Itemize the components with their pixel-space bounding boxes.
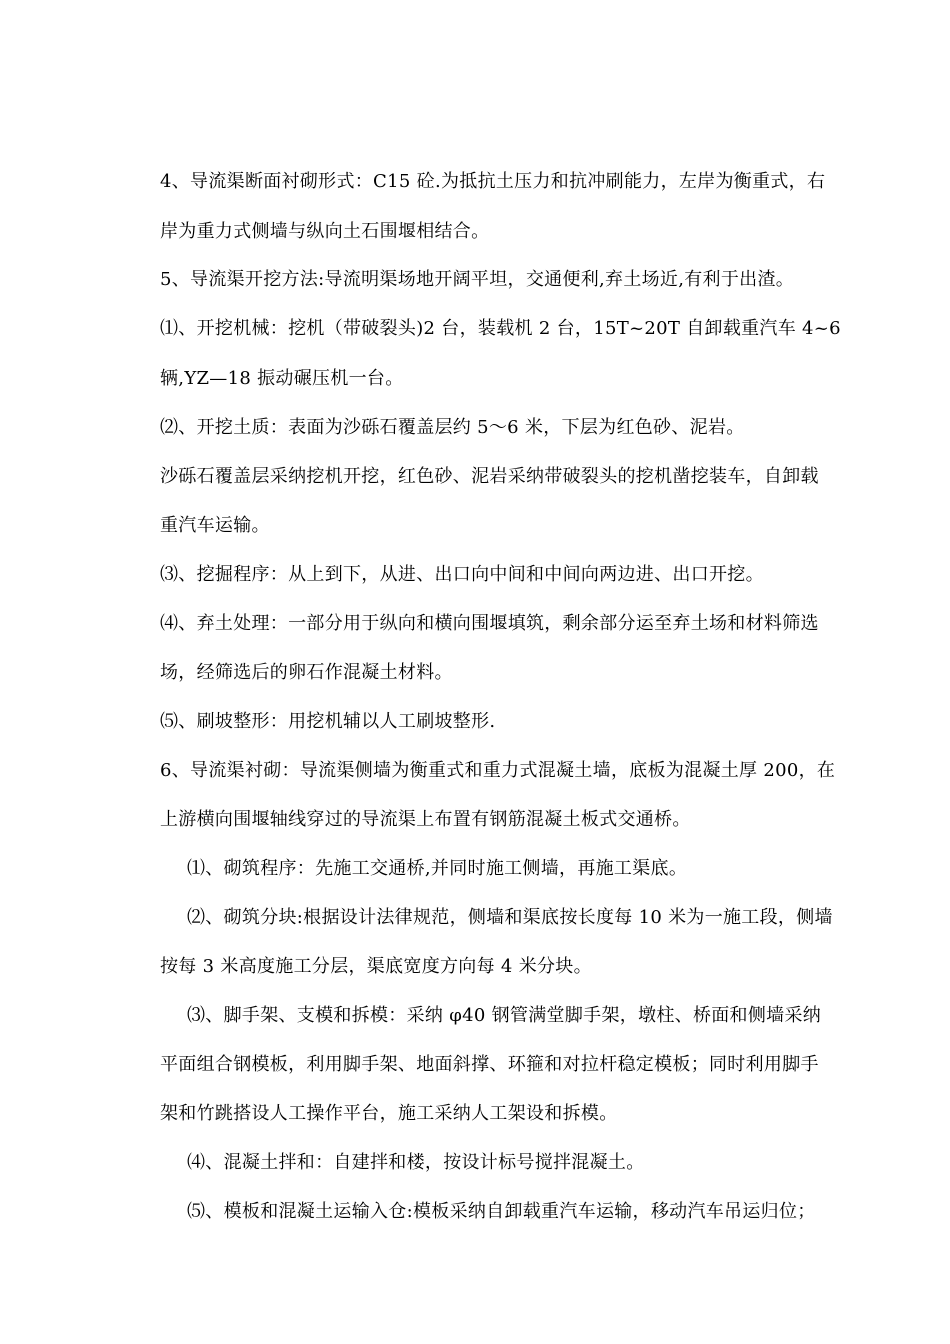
paragraph-line: 上游横向围堰轴线穿过的导流渠上布置有钢筋混凝土板式交通桥。 xyxy=(160,809,691,830)
paragraph-line: 平面组合钢模板，利用脚手架、地面斜撑、环箍和对拉杆稳定模板；同时利用脚手 xyxy=(160,1054,819,1075)
list-item-masonry-blocks: ⑵、砌筑分块:根据设计法律规范，侧墙和渠底按长度每 10 米为一施工段，侧墙 xyxy=(187,907,833,928)
section-5-heading: 5、导流渠开挖方法:导流明渠场地开阔平坦，交通便利,弃土场近,有利于出渣。 xyxy=(160,269,795,290)
list-item-concrete-mixing: ⑷、混凝土拌和：自建拌和楼，按设计标号搅拌混凝土。 xyxy=(187,1152,645,1173)
list-item-spoil-handling: ⑷、弃土处理：一部分用于纵向和横向围堰填筑，剩余部分运至弃土场和材料筛选 xyxy=(160,613,819,634)
section-4-heading: 4、导流渠断面衬砌形式：C15 砼.为抵抗土压力和抗冲刷能力，左岸为衡重式，右 xyxy=(160,171,826,192)
paragraph-line: 岸为重力式侧墙与纵向土石围堰相结合。 xyxy=(160,221,490,242)
list-item-excavation-sequence: ⑶、挖掘程序：从上到下，从进、出口向中间和中间向两边进、出口开挖。 xyxy=(160,564,764,585)
paragraph-line: 按每 3 米高度施工分层，渠底宽度方向每 4 米分块。 xyxy=(160,956,592,977)
list-item-excavation-machinery: ⑴、开挖机械：挖机（带破裂头)2 台，装载机 2 台，15T~20T 自卸载重汽车 4~6 xyxy=(160,318,841,339)
list-item-masonry-sequence: ⑴、砌筑程序：先施工交通桥,并同时施工侧墙，再施工渠底。 xyxy=(187,858,688,879)
paragraph-line: 重汽车运输。 xyxy=(160,515,270,536)
list-item-scaffolding: ⑶、脚手架、支模和拆模：采纳 φ40 钢管满堂脚手架，墩柱、桥面和侧墙采纳 xyxy=(187,1005,822,1026)
paragraph-line: 场，经筛选后的卵石作混凝土材料。 xyxy=(160,662,453,683)
list-item-transport: ⑸、模板和混凝土运输入仓:模板采纳自卸载重汽车运输，移动汽车吊运归位； xyxy=(187,1201,816,1222)
list-item-slope-trimming: ⑸、刷坡整形：用挖机辅以人工刷坡整形. xyxy=(160,711,496,732)
paragraph-line: 辆,YZ—18 振动碾压机一台。 xyxy=(160,368,404,389)
paragraph-line: 架和竹跳搭设人工操作平台，施工采纳人工架设和拆模。 xyxy=(160,1103,618,1124)
paragraph-line: 沙砾石覆盖层采纳挖机开挖，红色砂、泥岩采纳带破裂头的挖机凿挖装车，自卸载 xyxy=(160,466,819,487)
list-item-soil-quality: ⑵、开挖土质：表面为沙砾石覆盖层约 5～6 米，下层为红色砂、泥岩。 xyxy=(160,417,745,438)
section-6-heading: 6、导流渠衬砌：导流渠侧墙为衡重式和重力式混凝土墙，底板为混凝土厚 200，在 xyxy=(160,760,836,781)
